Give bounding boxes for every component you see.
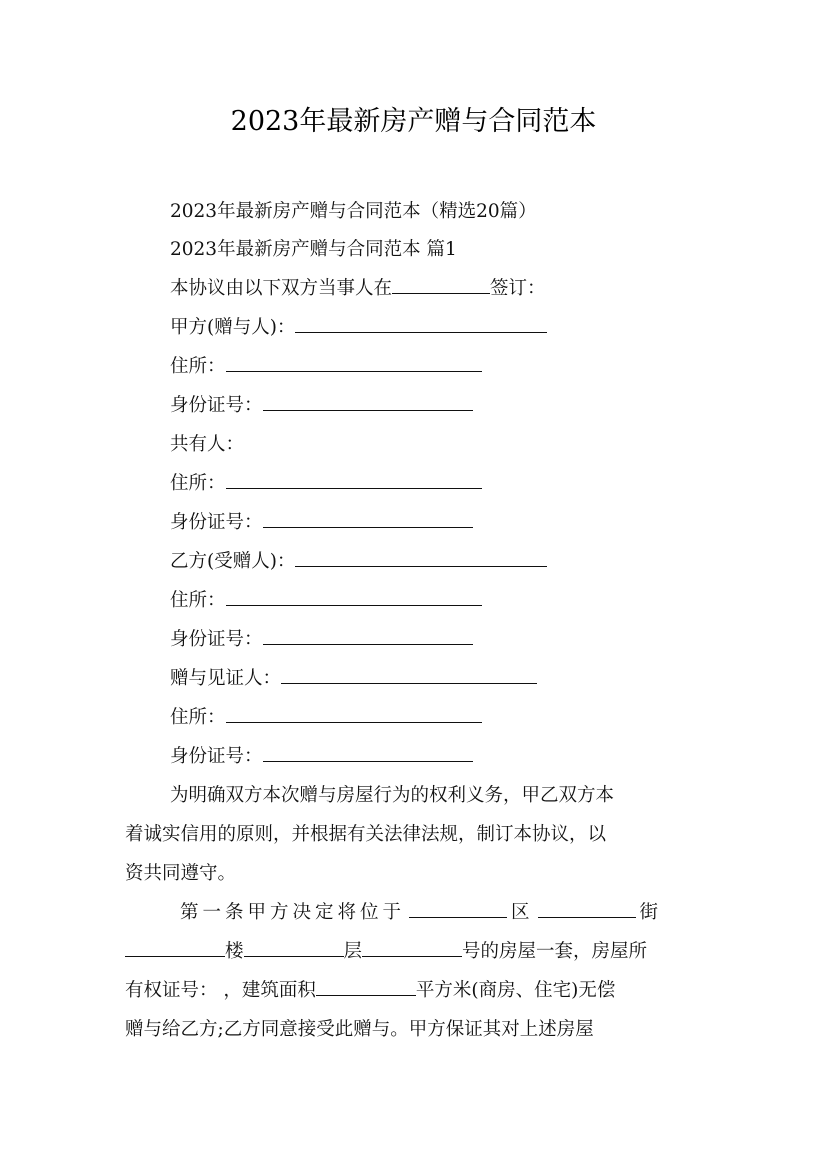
- article-text: 区: [511, 902, 534, 923]
- field-blank: [263, 626, 473, 645]
- paragraph-line: [125, 971, 703, 1010]
- field-label: 身份证号：: [170, 746, 263, 767]
- donor-field: [170, 313, 547, 343]
- co-owner-field: [170, 430, 244, 460]
- field-label: 住所：: [170, 590, 226, 611]
- field-blank: [226, 353, 482, 372]
- field-label: 住所：: [170, 707, 226, 728]
- intro-text: 本协议由以下双方当事人在: [170, 278, 393, 299]
- field-blank: [263, 743, 473, 762]
- witness-id-field: [170, 742, 473, 772]
- intro-text-end: 签订：: [490, 278, 546, 299]
- field-blank: [281, 665, 537, 684]
- article-text: 平方米(商房、住宅)无偿: [415, 980, 616, 1001]
- paragraph-line: [125, 932, 703, 971]
- field-label: 身份证号：: [170, 629, 263, 650]
- donee-id-field: [170, 625, 473, 655]
- paragraph-line: 赠与给乙方;乙方同意接受此赠与。甲方保证其对上述房屋: [125, 1019, 594, 1040]
- field-blank: [226, 470, 482, 489]
- field-label: 甲方(赠与人)：: [170, 317, 296, 338]
- floor-blank: [244, 938, 344, 957]
- article-text: 有权证号： ，建筑面积: [125, 980, 316, 1001]
- section-heading: 2023年最新房产赠与合同范本 篇1: [170, 239, 457, 260]
- field-label: 住所：: [170, 356, 226, 377]
- field-blank: [263, 392, 473, 411]
- field-label: 身份证号：: [170, 512, 263, 533]
- co-owner-address-field: [170, 469, 482, 499]
- donor-address-field: [170, 352, 482, 382]
- paragraph-line: 资共同遵守。: [125, 863, 237, 884]
- donee-field: [170, 547, 547, 577]
- article-text: 楼: [225, 941, 244, 962]
- district-blank: [409, 899, 507, 918]
- unit-blank: [362, 938, 462, 957]
- article-1-paragraph: [125, 893, 703, 1049]
- field-label: 乙方(受赠人)：: [170, 551, 296, 572]
- field-blank: [295, 548, 547, 567]
- witness-field: [170, 664, 537, 694]
- article-text: 街: [639, 902, 663, 923]
- article-text: 第一条甲方决定将位于: [180, 902, 406, 923]
- witness-address-field: [170, 703, 482, 733]
- field-blank: [226, 704, 482, 723]
- field-label: 赠与见证人：: [170, 668, 282, 689]
- field-label: 共有人：: [170, 434, 245, 455]
- article-text: 层: [343, 941, 363, 962]
- purpose-paragraph: [125, 776, 703, 893]
- document-title: 2023年最新房产赠与合同范本: [230, 106, 597, 137]
- area-blank: [316, 977, 416, 996]
- field-label: 住所：: [170, 473, 226, 494]
- intro-line: [170, 274, 546, 304]
- paragraph-line: [125, 893, 703, 932]
- co-owner-id-field: [170, 508, 473, 538]
- building-blank: [125, 938, 225, 957]
- article-text: 号的房屋一套，房屋所: [462, 941, 648, 962]
- street-blank: [538, 899, 636, 918]
- field-blank: [263, 509, 473, 528]
- field-blank: [226, 587, 482, 606]
- paragraph-line: 为明确双方本次赠与房屋行为的权利义务，甲乙双方本: [170, 785, 615, 806]
- donee-address-field: [170, 586, 482, 616]
- field-label: 身份证号：: [170, 395, 263, 416]
- paragraph-line: 着诚实信用的原则，并根据有关法律法规，制订本协议，以: [125, 824, 607, 845]
- signing-place-blank: [392, 275, 490, 294]
- document-subtitle: 2023年最新房产赠与合同范本（精选20篇）: [170, 201, 537, 222]
- donor-id-field: [170, 391, 473, 421]
- field-blank: [295, 314, 547, 333]
